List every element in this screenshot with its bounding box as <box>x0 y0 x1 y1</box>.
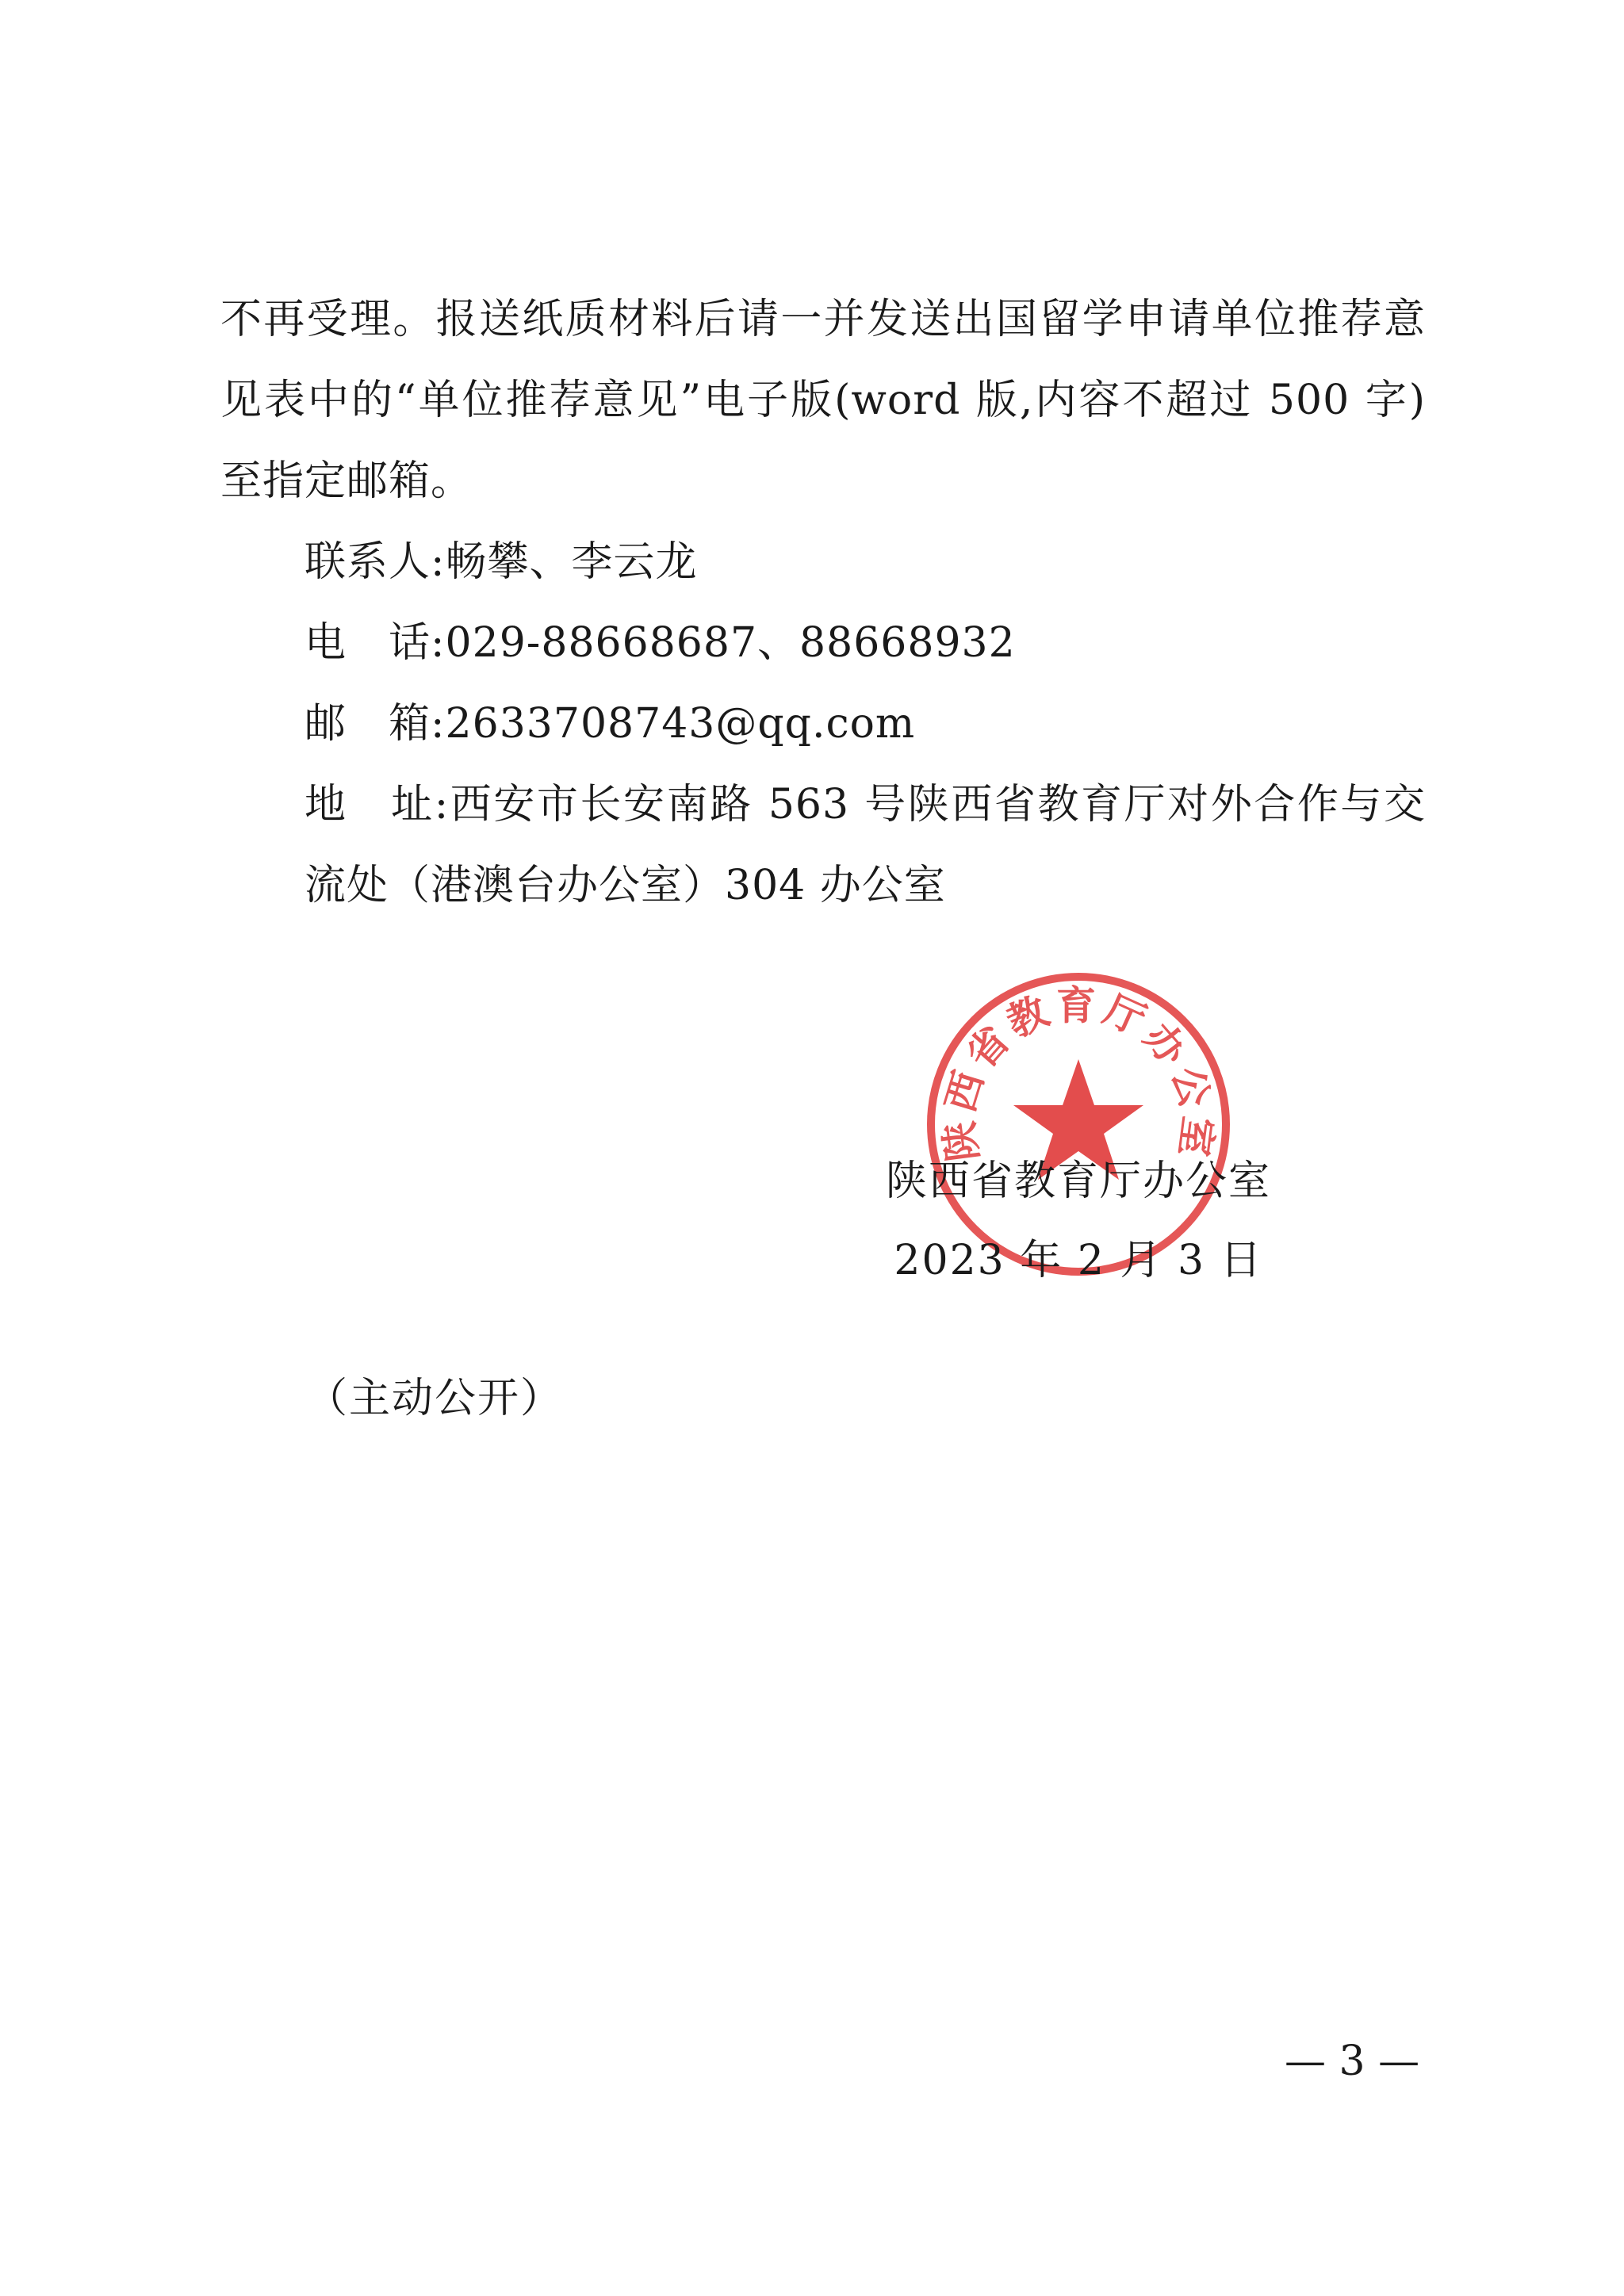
address-label: 地 址: <box>304 781 450 828</box>
email-label: 邮 箱: <box>304 700 446 748</box>
disclosure-note: （主动公开） <box>306 1375 564 1422</box>
phone-value: 029-88668687、88668932 <box>445 619 1016 667</box>
email-value: 2633708743@qq.com <box>445 700 916 748</box>
contact-person-value: 畅攀、李云龙 <box>445 538 698 586</box>
page-number: — 3 — <box>1285 2038 1420 2085</box>
seal-text: 陕西省教育厅办公室 <box>935 982 1222 1165</box>
body-text <box>220 279 1426 926</box>
address-value: 西安市长安南路 563 号陕西省教育厅对外合作与交流处（港澳台办公室）304 办公室 <box>304 781 1426 909</box>
signature-block <box>841 1142 1316 1300</box>
contact-person-line <box>220 522 1426 603</box>
phone-line <box>220 603 1426 683</box>
phone-label: 电 话: <box>304 619 446 667</box>
issuing-organization: 陕西省教育厅办公室 <box>885 1158 1271 1205</box>
contact-person-label: 联系人: <box>304 538 446 586</box>
issue-date: 2023 年 2 月 3 日 <box>894 1237 1263 1284</box>
paragraph-submission-note: 不再受理。报送纸质材料后请一并发送出国留学申请单位推荐意见表中的“单位推荐意见”电子版(word 版,内容不超过 500 字)至指定邮箱。 <box>220 296 1426 505</box>
email-line <box>220 683 1426 764</box>
address-line <box>220 764 1426 926</box>
